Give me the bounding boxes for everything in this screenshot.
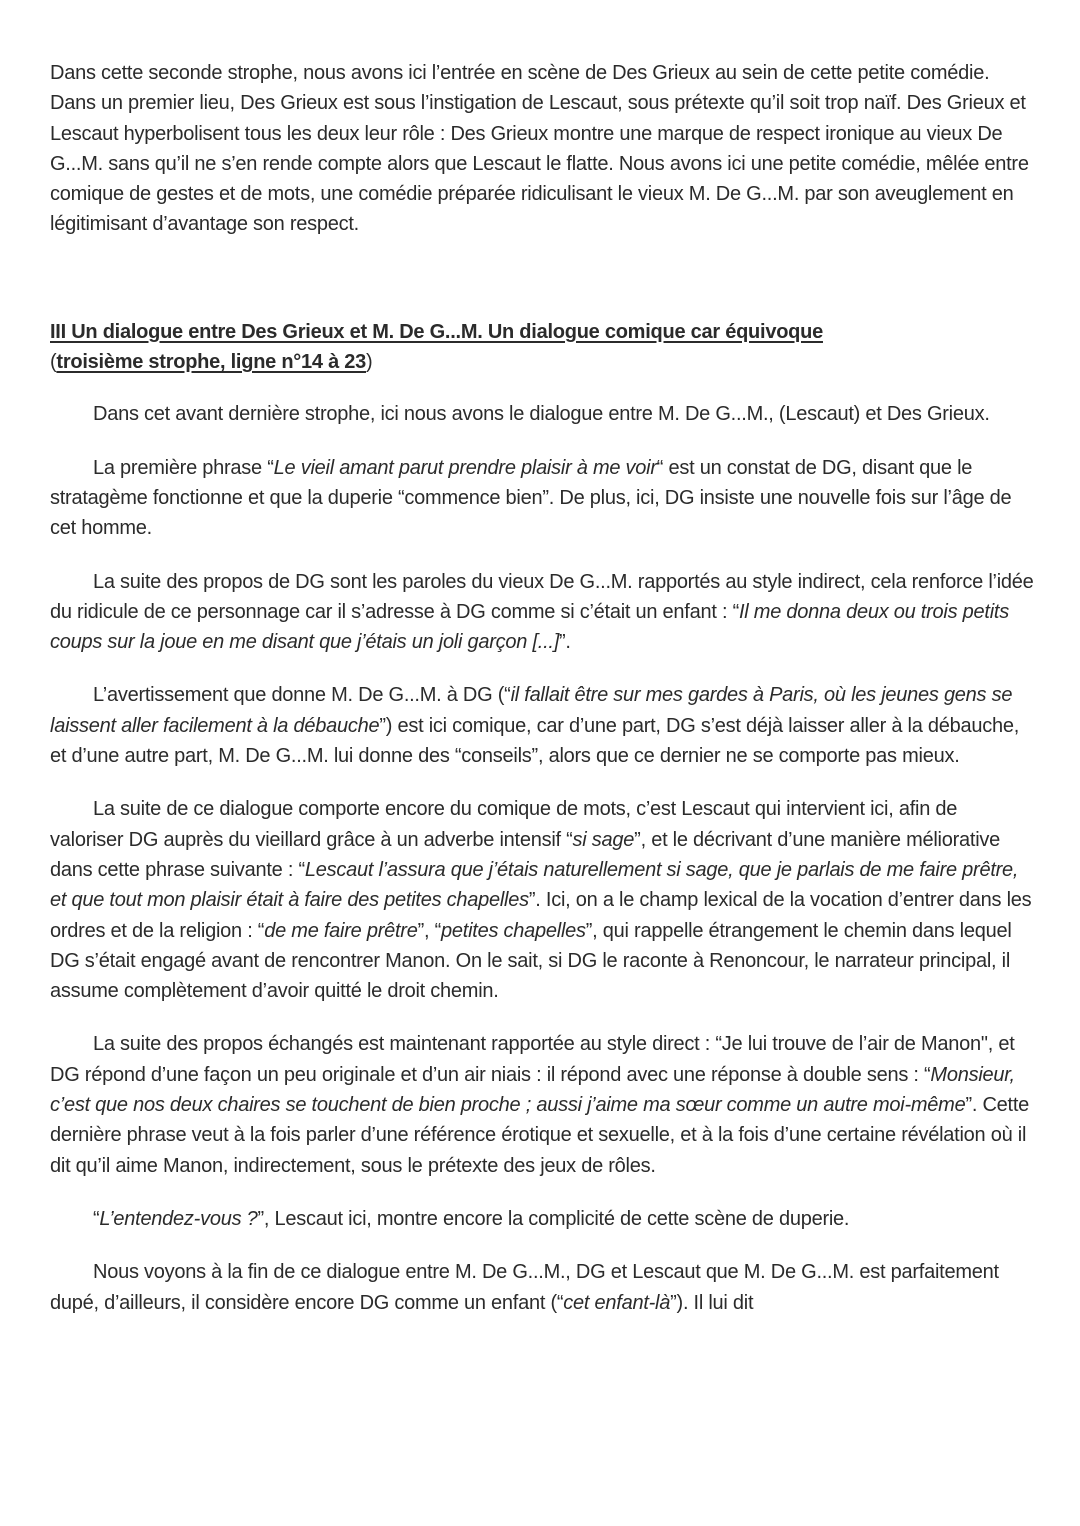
text-segment: ”, qui rappelle étrangement le chemin dans lequel DG s’était engagé avant de rencontrer Manon. On le sait, si DG le raconte à Renoncour, le narrateur principal, il assume complètement d’avoir quitté le droit chemin. xyxy=(50,919,1012,1003)
text-segment: “ est un constat de DG, disant que le stratagème fonctionne et que la duperie “commence bien”. De plus, ici, DG insiste une nouvelle fois sur l’âge de cet homme. xyxy=(50,456,1012,540)
paragraph xyxy=(50,399,1035,429)
text-segment: ”) est ici comique, car d’une part, DG s’est déjà laisser aller à la débauche, et d’une autre part, M. De G...M. lui donne des “conseils”, alors que ce dernier ne se comporte pas mieux. xyxy=(50,714,1020,768)
paragraph xyxy=(50,1029,1035,1180)
text-segment: Dans cette seconde strophe, nous avons ici l’entrée en scène de Des Grieux au sein de cette petite comédie. Dans un premier lieu, Des Grieux est sous l’instigation de Lescaut, sous prétexte qu’il soit trop naïf. Des Grieux et Lescaut hyperbolisent tous les deux leur rôle : Des Grieux montre une marque de respect ironique au vieux De G...M. sans qu’il ne s’en rende compte alors que Lescaut le flatte. Nous avons ici une petite comédie, mêlée entre comique de gestes et de mots, une comédie préparée ridiculisant le vieux M. De G...M. par son aveuglement en légitimisant d’avantage son respect. xyxy=(50,62,1029,236)
quote-text: Le vieil amant parut prendre plaisir à me voir xyxy=(273,456,657,479)
quote-text: si sage xyxy=(572,828,635,851)
text-segment: La suite des propos de DG sont les paroles du vieux De G...M. rapportés au style indirect, cela renforce l’idée du ridicule de ce personnage car il s’adresse à DG comme si c’était un enfant : “ xyxy=(50,570,1034,623)
quote-text: il fallait être sur mes gardes à Paris, où les jeunes gens se laissent aller facilement à la débauche xyxy=(50,684,1013,737)
heading-open-paren: ( xyxy=(50,351,57,374)
text-segment: La suite des propos échangés est maintenant rapportée au style direct : “Je lui trouve de l’air de Manon", et DG répond d’une façon un peu originale et d’un air niais : il répond avec une réponse à double sens : “ xyxy=(50,1033,1015,1086)
heading-line-1: III Un dialogue entre Des Grieux et M. De G...M. Un dialogue comique car équivoque xyxy=(50,320,823,343)
heading-close-paren: ) xyxy=(366,351,373,374)
paragraph xyxy=(50,567,1035,658)
text-segment: La première phrase “ xyxy=(93,456,274,479)
paragraph xyxy=(50,58,1035,240)
text-segment: ”, “ xyxy=(417,919,442,942)
quote-text: Il me donna deux ou trois petits coups sur la joue en me disant que j’étais un joli garçon [...] xyxy=(50,600,1009,654)
text-segment: ”, Lescaut ici, montre encore la complicité de cette scène de duperie. xyxy=(257,1207,850,1230)
text-segment: Dans cet avant dernière strophe, ici nous avons le dialogue entre M. De G...M., (Lescaut) et Des Grieux. xyxy=(93,403,990,426)
text-segment: ”. xyxy=(559,631,571,654)
document-page xyxy=(50,58,1035,1341)
text-segment: ”. Ici, on a le champ lexical de la vocation d’entrer dans les ordres et de la religion : “ xyxy=(50,889,1032,942)
text-segment: ”. Cette dernière phrase veut à la fois parler d’une référence érotique et sexuelle, et à la fois d’une certaine révélation où il dit qu’il aime Manon, indirectement, sous le prétexte des jeux de rôles. xyxy=(50,1094,1030,1177)
text-segment: Nous voyons à la fin de ce dialogue entre M. De G...M., DG et Lescaut que M. De G...M. est parfaitement dupé, d’ailleurs, il considère encore DG comme un enfant (“ xyxy=(50,1261,999,1314)
text-segment: ”, et le décrivant d’une manière méliorative dans cette phrase suivante : “ xyxy=(50,828,1001,881)
quote-text: petites chapelles xyxy=(441,919,586,942)
quote-text: cet enfant-là xyxy=(563,1291,671,1314)
heading-line-2: troisième strophe, ligne n°14 à 23 xyxy=(56,351,367,374)
paragraph xyxy=(50,1257,1035,1318)
quote-text: Lescaut l’assura que j’étais naturellement si sage, que je parlais de me faire prêtre, et que tout mon plaisir était à faire des petites chapelles xyxy=(50,858,1019,912)
paragraph xyxy=(50,453,1035,544)
paragraph xyxy=(50,680,1035,771)
paragraph xyxy=(50,794,1035,1006)
section-heading xyxy=(50,317,1035,378)
quote-text: de me faire prêtre xyxy=(264,919,418,942)
text-segment: L’avertissement que donne M. De G...M. à DG (“ xyxy=(93,684,511,707)
text-segment: “ xyxy=(93,1207,100,1230)
text-segment: ”). Il lui dit xyxy=(670,1291,754,1314)
paragraph xyxy=(50,1204,1035,1234)
quote-text: Monsieur, c’est que nos deux chaires se touchent de bien proche ; aussi j’aime ma sœur comme un autre moi-même xyxy=(50,1063,1015,1117)
text-segment: La suite de ce dialogue comporte encore du comique de mots, c’est Lescaut qui intervient ici, afin de valoriser DG auprès du vieillard grâce à un adverbe intensif “ xyxy=(50,798,958,851)
quote-text: L’entendez-vous ? xyxy=(99,1207,258,1230)
